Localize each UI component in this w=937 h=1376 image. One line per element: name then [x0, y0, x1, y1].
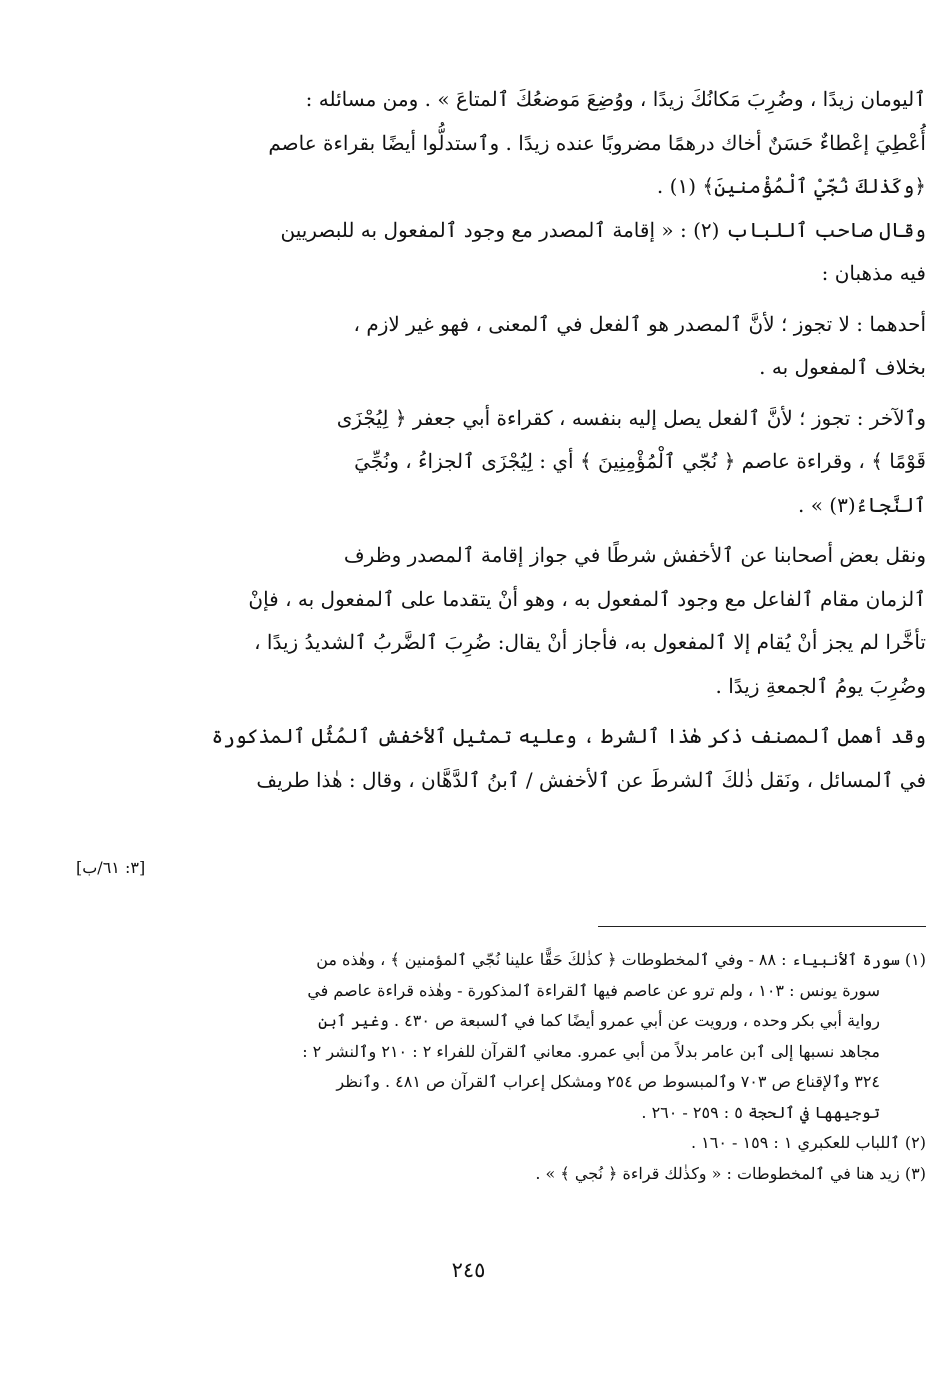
- footnote-line: رواية أبي بكر وحده ، ورويت عن أبي عمرو أيضًا كما في ٱلسبعة ص ٤٣٠ . وغير ٱبن: [318, 1011, 880, 1030]
- footnote-line: سورة يونس : ١٠٣ ، ولم ترو عن عاصم فيها ٱلقراءة ٱلمذكورة - وهٰذه قراءة عاصم في: [307, 980, 880, 1000]
- text-line: في ٱلمسائل ، ونَقل ذٰلكَ ٱلشرطَ عن ٱلأخفش / ٱبنُ ٱلدَّهَّان ، وقال : هٰذا طريف: [256, 767, 926, 792]
- main-text: [192, 78, 926, 802]
- text-line: تأخَّرا لم يجز أنْ يُقام إلا ٱلمفعول به، فأجاز أنْ يقال: ضُرِبَ ٱلضَّربُ ٱلشديدُ زيدًا ،: [254, 630, 926, 654]
- text-line: ٱلزمان مقام ٱلفاعل مع وجود ٱلمفعول به ، وهو أنْ يتقدما على ٱلمفعول به ، فإنْ: [248, 586, 926, 611]
- footnote-line: (٣) زيد هنا في ٱلمخطوطات : « وكذٰلك قراءة ﴿ نُجي ﴾ » .: [535, 1163, 926, 1183]
- footnote-separator: [598, 926, 926, 927]
- footnote-line: مجاهد نسبها إلى ٱبن عامر بدلاً من أبي عمرو. معاني ٱلقرآن للفراء ٢ : ٢١٠ وٱلنشر ٢ :: [302, 1041, 880, 1061]
- footnote-line: (١) سورة ٱلأنبياء : ٨٨ - وفي ٱلمخطوطات ﴿ كذٰلكَ حَقًّا علينا نُجّي ٱلمؤمنين ﴾ ، وهٰذه من: [316, 950, 926, 969]
- text-line: وقد أهمل ٱلمصنف ذكر هٰذا ٱلشرط ، وعليه تمثيل ٱلأخفش ٱلمُثُل ٱلمذكورة: [211, 724, 926, 748]
- text-line: ﴿وكَذٰلكَ نُجّيْ ٱلْمُؤْمنينَ﴾ (١) .: [656, 174, 926, 198]
- text-line: ونقل بعض أصحابنا عن ٱلأخفش شرطًا في جواز إقامة ٱلمصدر وظرف: [343, 543, 926, 567]
- text-line: وٱلآخر : تجوز ؛ لأنَّ ٱلفعل يصل إليه بنفسه ، كقراءة أبي جعفر ﴿ لِيُجْزَى: [336, 405, 926, 430]
- text-line: قَوْمًا ﴾ ، وقراءة عاصم ﴿ نُجّي ٱلْمُؤْمِنِينَ ﴾ أي : لِيُجْزَى ٱلجزاءُ ، ونُجِّيَ: [354, 449, 926, 473]
- footnote-line: توجيهها في ٱلحجة ٥ : ٢٥٩ - ٢٦٠ .: [641, 1102, 880, 1122]
- footnote-line: ٣٢٤ وٱلإقناع ص ٧٠٣ وٱلمبسوط ص ٢٥٤ ومشكل إعراب ٱلقرآن ص ٤٨١ . وٱنظر: [336, 1072, 880, 1091]
- page-number: ٢٤٥: [451, 1258, 486, 1282]
- text-line: أُعْطِيَ إعْطاءٌ حَسَنٌ أخاك درهمًا مضروبًا عنده زيدًا . وٱستدلُّوا أيضًا بقراءة عاصم: [268, 130, 926, 155]
- text-line: فيه مذهبان :: [821, 261, 926, 285]
- manuscript-folio-reference: [٣: ٦١/ب]: [76, 858, 146, 877]
- text-line: أحدهما : لا تجوز ؛ لأنَّ ٱلمصدر هو ٱلفعل في ٱلمعنى ، فهو غير لازم ،: [353, 311, 926, 336]
- text-line: بخلاف ٱلمفعول به .: [759, 355, 926, 379]
- text-line: وضُرِبَ يومُ ٱلجمعةِ زيدًا .: [715, 673, 926, 698]
- footnote-line: (٢) ٱللباب للعكبري ١ : ١٥٩ - ١٦٠ .: [690, 1133, 926, 1152]
- text-line: وقال صاحب ٱللباب (٢) : « إقامة ٱلمصدر مع وجود ٱلمفعول به للبصريين: [280, 217, 926, 242]
- text-line: ٱلنَّجاءُ(٣) » .: [798, 492, 926, 517]
- text-line: ٱليومان زيدًا ، وضُرِبَ مَكانُكَ زيدًا ، ووُضِعَ مَوضعُكَ ٱلمتاعَ » . ومن مسائله :: [305, 87, 926, 111]
- footnotes: [192, 945, 926, 1189]
